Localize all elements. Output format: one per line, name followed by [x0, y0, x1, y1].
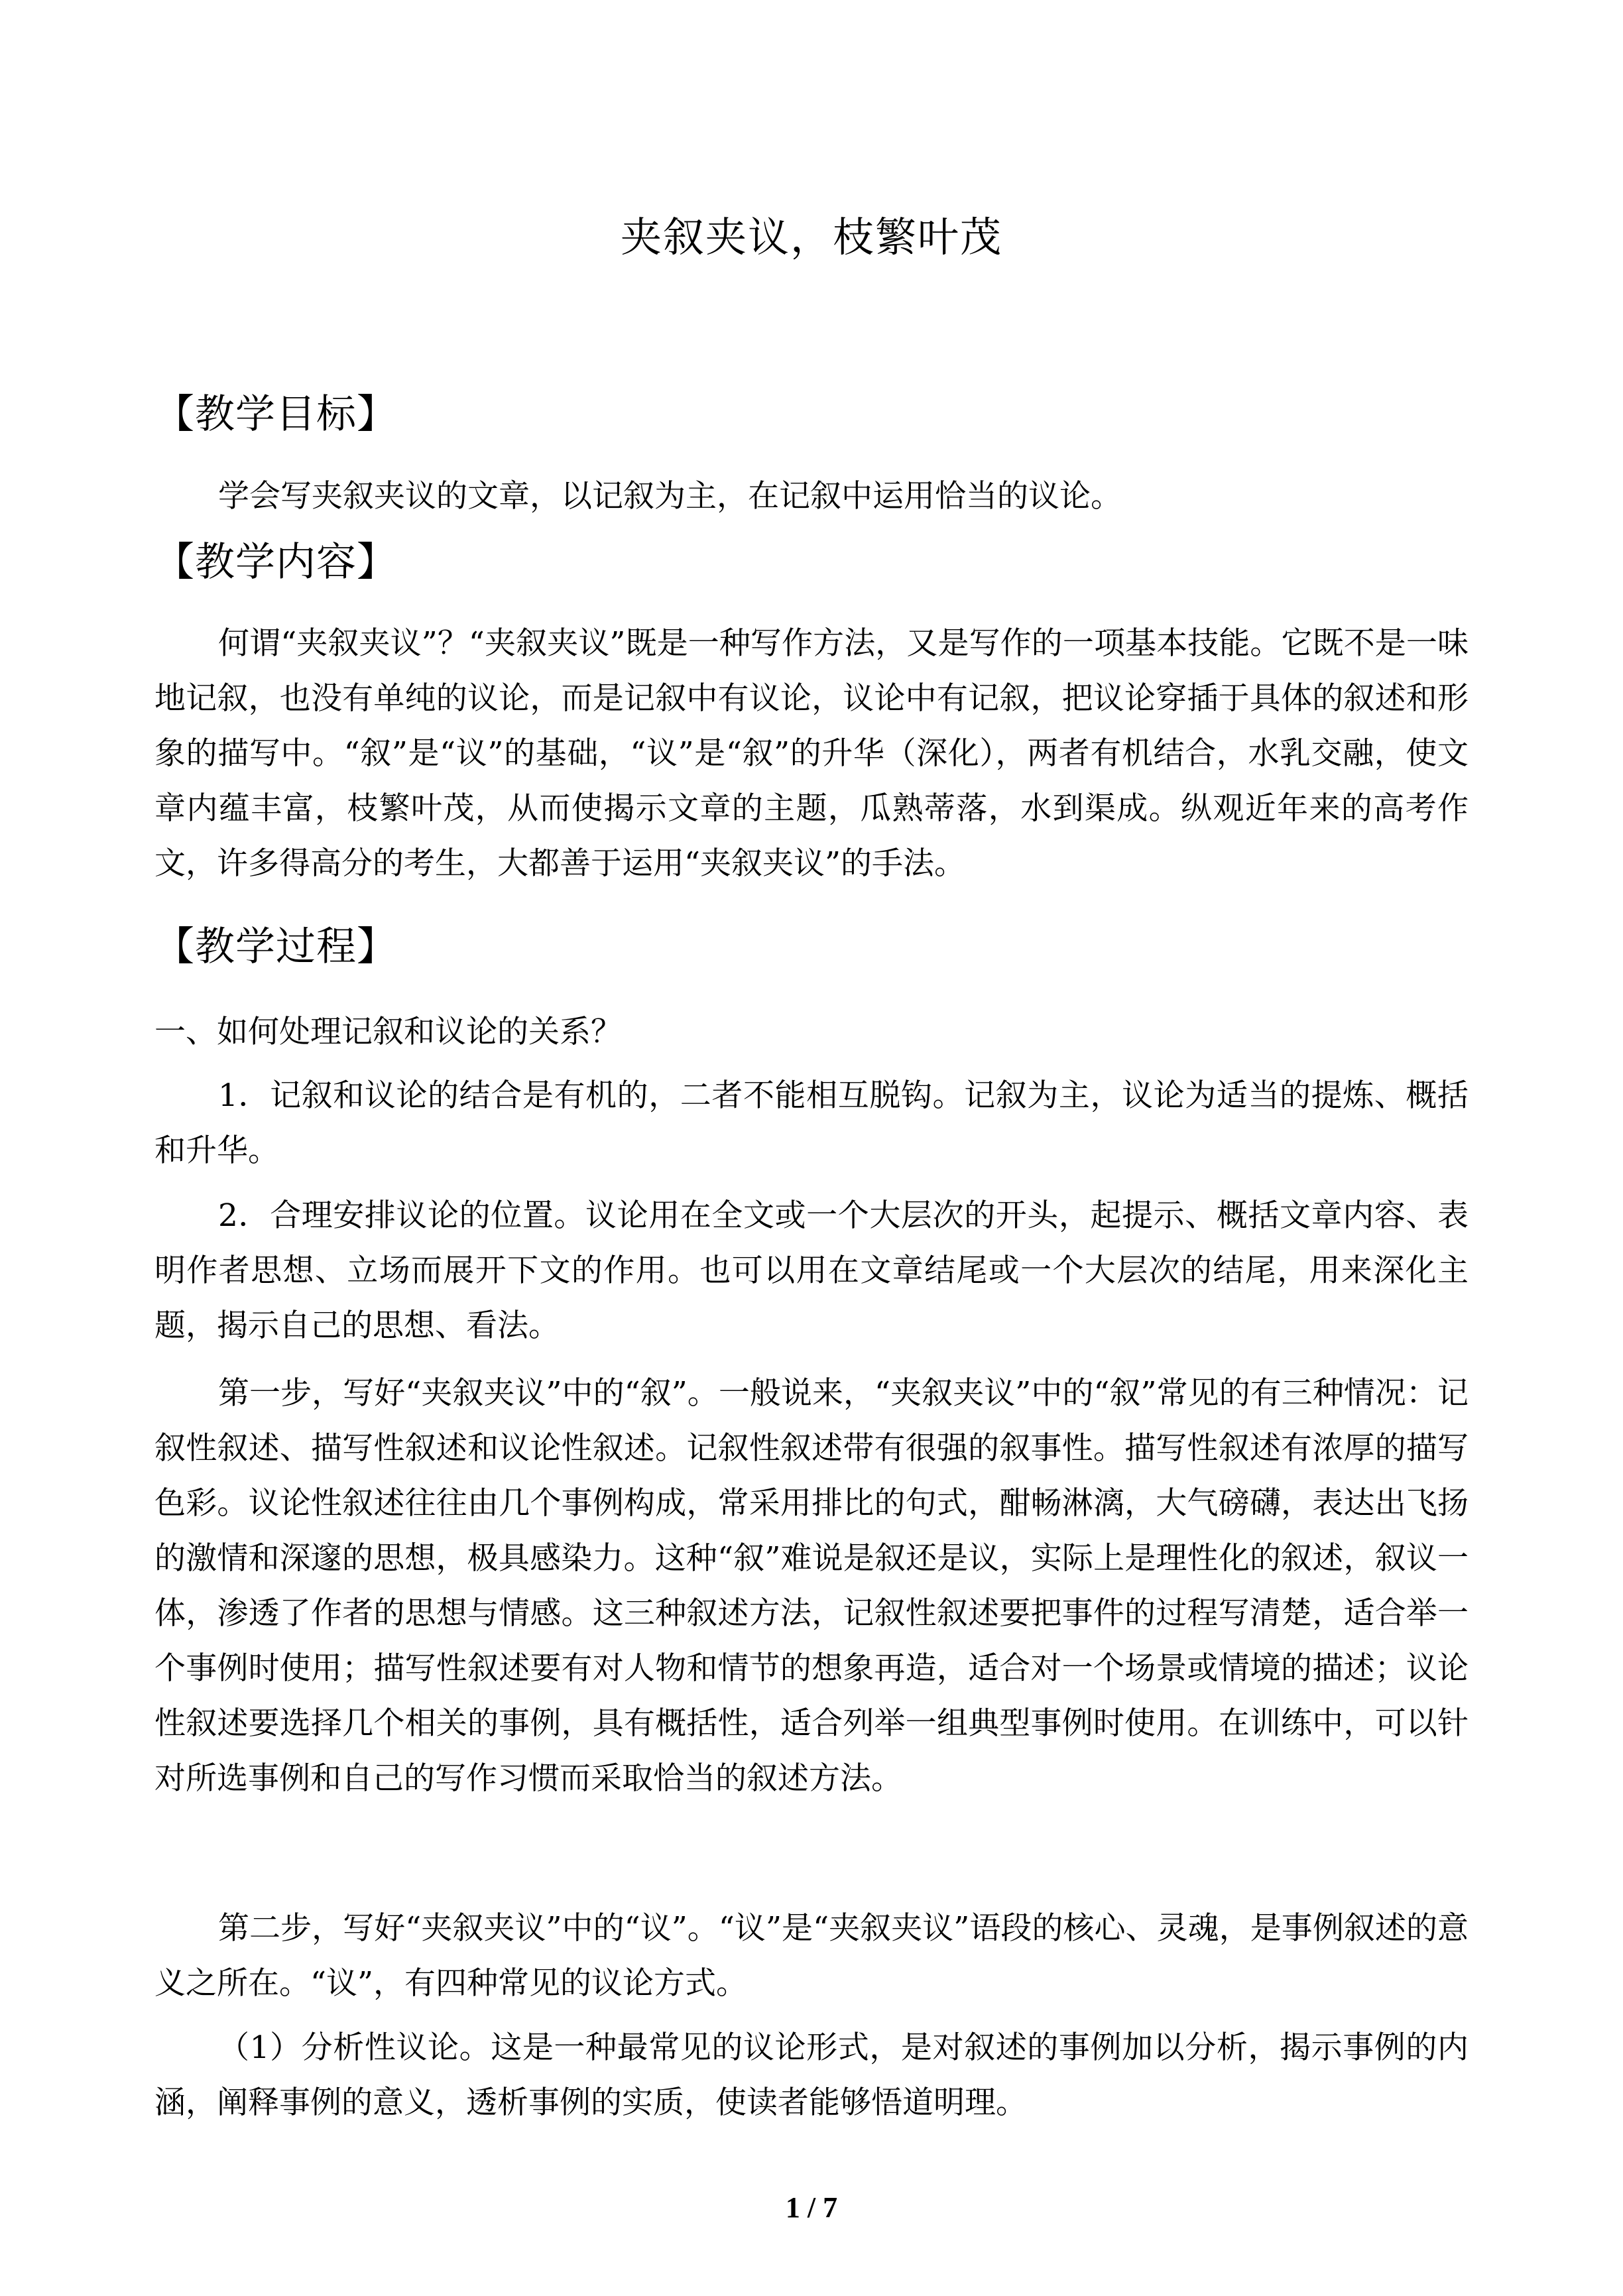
paragraph-step-2: 第二步，写好“夹叙夹议”中的“议”。“议”是“夹叙夹议”语段的核心、灵魂，是事例叙述的意义之所在。“议”，有四种常见的议论方式。: [154, 1910, 1469, 2002]
paragraph-process-intro: 一、如何处理记叙和议论的关系？: [154, 1014, 622, 1050]
section-heading-process: 【教学过程】: [154, 924, 397, 970]
page-title: 夹叙夹议，枝繁叶茂: [620, 213, 1002, 261]
page-number: 1 / 7: [785, 2191, 838, 2224]
paragraph-content: 何谓“夹叙夹议”？“夹叙夹议”既是一种写作方法，又是写作的一项基本技能。它既不是一味地记叙，也没有单纯的议论，而是记叙中有议论，议论中有记叙，把议论穿插于具体的叙述和形象的描写中。“叙”是“议”的基础，“议”是“叙”的升华（深化），两者有机结合，水乳交融，使文章内蕴丰富，枝繁叶茂，从而使揭示文章的主题，瓜熟蒂落，水到渠成。纵观近年来的高考作文，许多得高分的考生，大都善于运用“夹叙夹议”的手法。: [154, 625, 1469, 882]
paragraph-point-1: 1．记叙和议论的结合是有机的，二者不能相互脱钩。记叙为主，议论为适当的提炼、概括和升华。: [154, 1077, 1469, 1169]
paragraph-point-2: 2．合理安排议论的位置。议论用在全文或一个大层次的开头，起提示、概括文章内容、表明作者思想、立场而展开下文的作用。也可以用在文章结尾或一个大层次的结尾，用来深化主题，揭示自己的思想、看法。: [154, 1197, 1469, 1344]
section-heading-content: 【教学内容】: [154, 539, 397, 585]
paragraph-analysis: （1）分析性议论。这是一种最常见的议论形式，是对叙述的事例加以分析，揭示事例的内涵，阐释事例的意义，透析事例的实质，使读者能够悟道明理。: [154, 2029, 1469, 2121]
section-heading-goals: 【教学目标】: [154, 391, 397, 438]
paragraph-goals: 学会写夹叙夹议的文章，以记叙为主，在记叙中运用恰当的议论。: [218, 478, 1122, 514]
paragraph-step-1: 第一步，写好“夹叙夹议”中的“叙”。一般说来，“夹叙夹议”中的“叙”常见的有三种情况：记叙性叙述、描写性叙述和议论性叙述。记叙性叙述带有很强的叙事性。描写性叙述有浓厚的描写色彩。议论性叙述往往由几个事例构成，常采用排比的句式，酣畅淋漓，大气磅礴，表达出飞扬的激情和深邃的思想，极具感染力。这种“叙”难说是叙还是议，实际上是理性化的叙述，叙议一体，渗透了作者的思想与情感。这三种叙述方法，记叙性叙述要把事件的过程写清楚，适合举一个事例时使用；描写性叙述要有对人物和情节的想象再造，适合对一个场景或情境的描述；议论性叙述要选择几个相关的事例，具有概括性，适合列举一组典型事例时使用。在训练中，可以针对所选事例和自己的写作习惯而采取恰当的叙述方法。: [154, 1375, 1469, 1797]
